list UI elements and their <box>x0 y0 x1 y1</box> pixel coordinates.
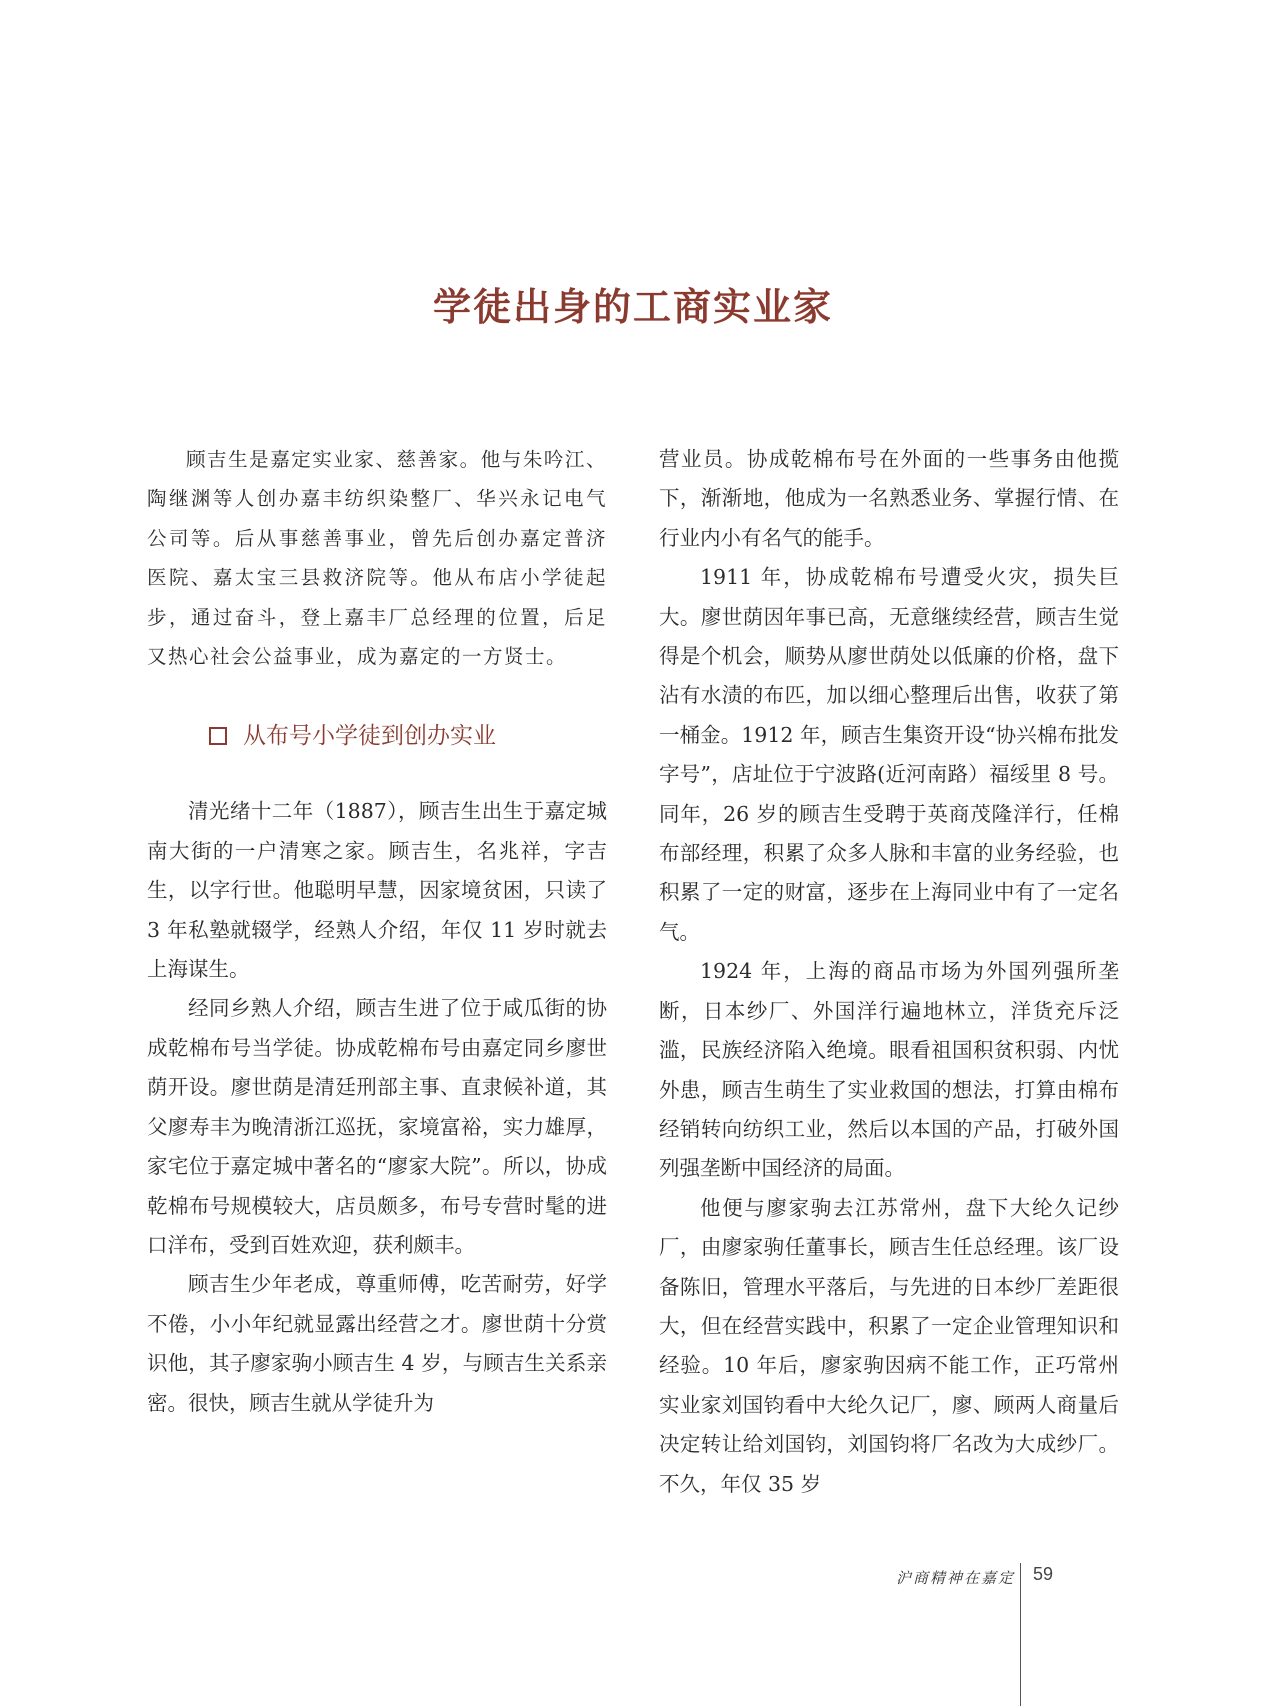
page-footer <box>895 1563 1180 1593</box>
left-column <box>147 440 607 1423</box>
continued-paragraph: 营业员。协成乾棉布号在外面的一些事务由他揽下，渐渐地，他成为一名熟悉业务、掌握行情、在行业内小有名气的能手。 <box>659 447 1119 550</box>
body-paragraph: 他便与廖家驹去江苏常州，盘下大纶久记纱厂，由廖家驹任董事长，顾吉生任总经理。该厂设备陈旧，管理水平落后，与先进的日本纱厂差距很大，但在经营实践中，积累了一定企业管理知识和经验。10 年后，廖家驹因病不能工作，正巧常州实业家刘国钧看中大纶久记厂，廖、顾两人商量后决定转让给刘国钧，刘国钧将厂名改为大成纱厂。不久，年仅 35 岁 <box>659 1195 1119 1496</box>
section-heading-text: 从布号小学徒到创办实业 <box>243 723 496 750</box>
page-number: 59 <box>1033 1564 1054 1584</box>
square-bullet-icon <box>209 727 227 745</box>
right-column <box>659 440 1119 1504</box>
body-paragraph: 经同乡熟人介绍，顾吉生进了位于咸瓜街的协成乾棉布号当学徒。协成乾棉布号由嘉定同乡廖世荫开设。廖世荫是清廷刑部主事、直隶候补道，其父廖寿丰为晚清浙江巡抚，家境富裕，实力雄厚，家宅位于嘉定城中著名的“廖家大院”。所以，协成乾棉布号规模较大，店员颇多，布号专营时髦的进口洋布，受到百姓欢迎，获利颇丰。 <box>147 996 607 1257</box>
footer-divider <box>1020 1563 1021 1706</box>
publication-name: 沪商精神在嘉定 <box>895 1569 1015 1587</box>
body-paragraph: 清光绪十二年（1887），顾吉生出生于嘉定城南大街的一户清寒之家。顾吉生，名兆祥，字吉生，以字行世。他聪明早慧，因家境贫困，只读了 3 年私塾就辍学，经熟人介绍，年仅 11 岁时就去上海谋生。 <box>147 799 607 982</box>
page-title: 学徒出身的工商实业家 <box>432 284 833 329</box>
body-paragraph: 1924 年，上海的商品市场为外国列强所垄断，日本纱厂、外国洋行遍地林立，洋货充斥泛滥，民族经济陷入绝境。眼看祖国积贫积弱、内忧外患，顾吉生萌生了实业救国的想法，打算由棉布经销转向纺织工业，然后以本国的产品，打破外国列强垄断中国经济的局面。 <box>659 959 1119 1181</box>
body-paragraph: 顾吉生少年老成，尊重师傅，吃苦耐劳，好学不倦，小小年纪就显露出经营之才。廖世荫十分赏识他，其子廖家驹小顾吉生 4 岁，与顾吉生关系亲密。很快，顾吉生就从学徒升为 <box>147 1272 607 1415</box>
intro-paragraph: 顾吉生是嘉定实业家、慈善家。他与朱吟江、陶继渊等人创办嘉丰纺织染整厂、华兴永记电气公司等。后从事慈善事业，曾先后创办嘉定普济医院、嘉太宝三县救济院等。他从布店小学徒起步，通过奋斗，登上嘉丰厂总经理的位置，后足又热心社会公益事业，成为嘉定的一方贤士。 <box>147 448 607 669</box>
section-heading <box>147 716 607 756</box>
body-paragraph: 1911 年，协成乾棉布号遭受火灾，损失巨大。廖世荫因年事已高，无意继续经营，顾吉生觉得是个机会，顺势从廖世荫处以低廉的价格，盘下沾有水渍的布匹，加以细心整理后出售，收获了第一桶金。1912 年，顾吉生集资开设“协兴棉布批发字号”，店址位于宁波路(近河南路）福绥里 8 号。同年，26 岁的顾吉生受聘于英商茂隆洋行，任棉布部经理，积累了众多人脉和丰富的业务经验，也积累了一定的财富，逐步在上海同业中有了一定名气。 <box>659 565 1119 944</box>
